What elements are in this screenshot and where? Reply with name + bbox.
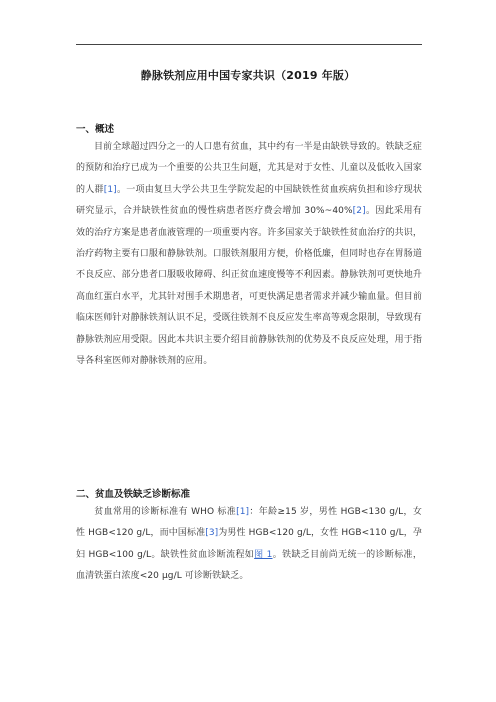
diagnosis-paragraph	[76, 502, 422, 588]
overview-paragraph	[76, 137, 422, 372]
figure-1-link[interactable]: 图 1	[254, 549, 273, 560]
document-title: 静脉铁剂应用中国专家共识（2019 年版）	[140, 69, 356, 82]
citation-3[interactable]: [3]	[205, 528, 219, 539]
diagnosis-text-3: 为男性 HGB<120 g/L，女性 HGB<110 g/L，孕妇 HGB<100 g/L。缺铁性贫血诊断流程如	[76, 528, 422, 560]
overview-text-1: 目前全球超过四分之一的人口患有贫血，其中约有一半是由缺铁导致的。铁缺乏症的预防和治疗已成为一个重要的公共卫生问题，尤其是对于女性、儿童以及低收入国家的人群	[76, 142, 422, 195]
citation-1[interactable]: [1]	[103, 184, 117, 195]
citation-who[interactable]: [1]	[236, 507, 250, 517]
diagnosis-text-4: 。铁缺乏目前尚无统一的诊断标准，血清铁蛋白浓度<20 μg/L 可诊断铁缺乏。	[76, 549, 422, 582]
section-heading-diagnosis: 二、贫血及铁缺乏诊断标准	[76, 489, 191, 500]
overview-text-2: 。一项由复旦大学公共卫生学院发起的中国缺铁性贫血疾病负担和诊疗现状研究显示，合并缺铁性贫血的慢性病患者医疗费会增加 30%~40%	[76, 184, 422, 217]
section-heading-overview: 一、概述	[76, 124, 115, 135]
diagnosis-text-1: 贫血常用的诊断标准有 WHO 标准	[94, 507, 237, 517]
diagnosis-text-2: ：年龄≥15 岁，男性 HGB<130 g/L，女性 HGB<120 g/L，而中国标准	[76, 507, 422, 539]
header-rule	[76, 44, 422, 45]
citation-2[interactable]: [2]	[352, 206, 366, 217]
overview-text-3: 。因此采用有效的治疗方案是患者血液管理的一项重要内容。许多国家关于缺铁性贫血治疗的共识，治疗药物主要有口服和静脉铁剂。口服铁剂服用方便，价格低廉，但同时也存在胃肠道不良反应、部分患者口服吸收障碍、纠正贫血速度慢等不利因素。静脉铁剂可更快地升高血红蛋白水平，尤其针对围手术期患者，可更快满足患者需求并减少输血量。但目前临床医师针对静脉铁剂认识不足，受既往铁剂不良反应发生率高等观念限制，导致现有静脉铁剂应用受限。因此本共识主要介绍目前静脉铁剂的优势及不良反应处理，用于指导各科室医师对静脉铁剂的应用。	[76, 206, 422, 367]
